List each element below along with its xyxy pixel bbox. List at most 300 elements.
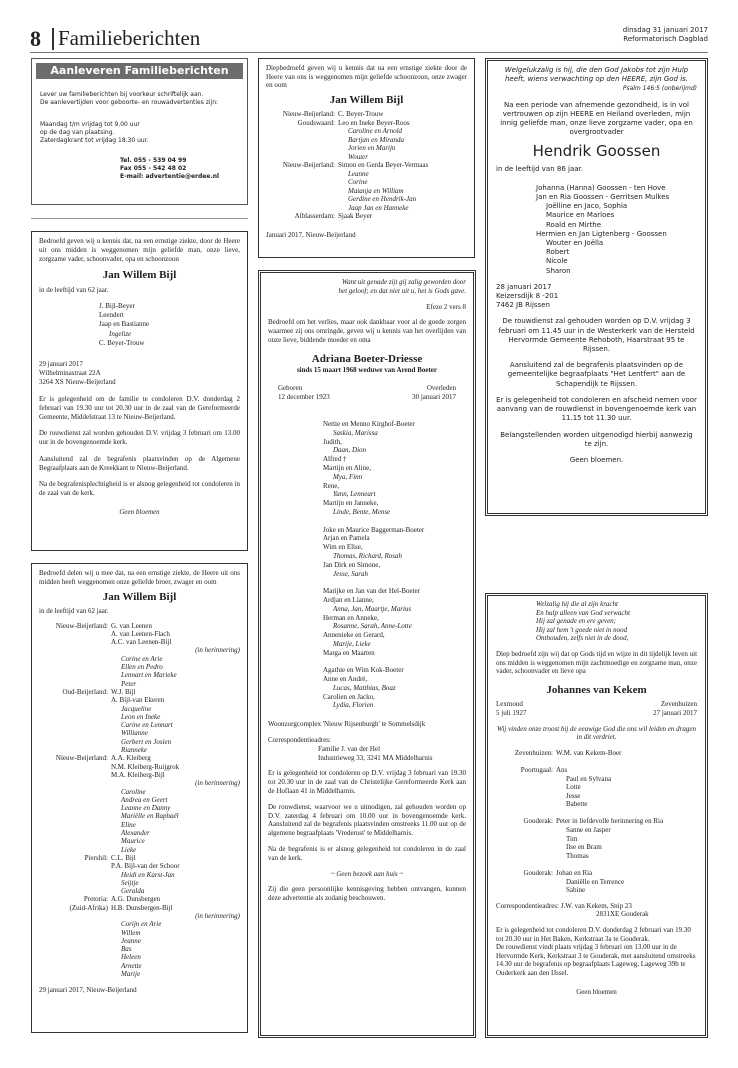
family-member: Gerbert en Josien <box>121 737 172 746</box>
family-place <box>266 144 338 153</box>
ad-adriana-boeter-driesse <box>258 270 476 1038</box>
family-line <box>266 127 467 136</box>
family-member: Jeanne <box>121 936 141 945</box>
family-member: Judith, <box>323 437 342 446</box>
family-member: A.A. Kleiberg <box>111 754 151 763</box>
ad1-burial: Aansluitend zal de begrafenis plaatsvinden op de Algemene Begraafplaats aan de Kreekkant te Nieuw-Beijerland. <box>39 454 240 472</box>
family-member: Marga en Maarten <box>323 648 375 657</box>
ad6-corr: Correspondentieadres: J.W. van Kekem, Snip 23 <box>496 901 632 910</box>
family-member: Lucas, Matthias, Boaz <box>333 683 396 692</box>
family-member: Daan, Dion <box>333 446 367 455</box>
section-title: Familieberichten <box>58 26 201 50</box>
verse-line: Hij zal hem 't goede niet in nood <box>536 625 628 634</box>
ad3-footer: Januari 2017, Nieuw-Beijerland <box>266 230 356 239</box>
family-member: Jesse, Sarah <box>333 569 368 578</box>
family-place <box>266 178 338 187</box>
family-line <box>496 843 697 852</box>
family-line <box>39 929 240 937</box>
family-line <box>266 153 467 162</box>
family-place: Poortugaal: <box>520 765 553 774</box>
family-place <box>496 757 556 766</box>
aanleveren-box <box>31 58 248 205</box>
family-member: Heleen <box>121 953 141 962</box>
family-member: Ardjan en Lianne, <box>323 595 374 604</box>
family-member: Jan en Ria Goossen - Gerritsen Mulkes <box>536 193 670 202</box>
family-line <box>39 771 240 779</box>
family-place <box>39 696 111 704</box>
family-member: Robert <box>546 248 570 257</box>
family-line <box>39 829 240 837</box>
family-place: Goudswaard: <box>297 118 335 127</box>
ad2-footer: 29 januari 2017, Nieuw-Beijerland <box>39 986 137 995</box>
family-member: Corine <box>348 178 368 186</box>
family-line <box>496 826 697 835</box>
family-member: Thomas, Richard, Rosah <box>333 551 402 560</box>
family-member: Alfred † <box>323 455 347 464</box>
ad5-verse-ref: Psalm 146:5 (onberijmd) <box>622 85 697 93</box>
family-member: (in herinnering) <box>195 779 240 788</box>
family-member: Marije, Lieke <box>333 639 371 648</box>
family-member: Nettie en Menno Kirghof-Boeter <box>323 419 415 428</box>
family-place <box>39 862 111 870</box>
ad6-family-list <box>496 749 697 895</box>
family-line <box>266 161 467 170</box>
family-line <box>39 912 240 920</box>
family-place <box>496 792 556 801</box>
family-line <box>39 788 240 796</box>
ad6-closing: Geen bloemen <box>576 987 617 996</box>
ad-hendrik-goossen <box>485 58 708 516</box>
family-place <box>39 929 111 937</box>
ad-jan-willem-bijl-3 <box>258 58 475 258</box>
ad6-condolences: Er is gelegenheid tot condoleren D.V. donderdag 2 februari van 19.30 tot 20.30 uur in Het Baken, Kerkstraat 3a te Gouderak. <box>496 926 691 943</box>
family-member: Wouter <box>348 152 368 161</box>
family-place <box>39 771 111 779</box>
family-member: Lennart en Marieke <box>121 671 177 680</box>
family-member: Tim <box>566 834 578 843</box>
ad2-intro: Bedroefd delen wij u mee dat, na een ernstige ziekte, de Heere uit ons midden heeft weggenomen onze geliefde broer, zwager en oom <box>39 569 240 586</box>
family-member: Sjaak Beyer <box>338 212 373 220</box>
family-member: Geralda <box>121 887 145 896</box>
family-member: Martijn en Aline, <box>323 463 372 472</box>
family-member: P.A. Bijl-van der Schoor <box>111 862 180 871</box>
ad4-died-date: 30 januari 2017 <box>412 393 456 402</box>
family-line <box>39 854 240 862</box>
ad5-age: in de leeftijd van 86 jaar. <box>496 164 583 173</box>
family-place <box>496 775 556 784</box>
ad4-died-label: Overleden <box>426 384 456 393</box>
ad4-born-label: Geboren <box>278 384 303 393</box>
family-member: Heidi en Karst-Jan <box>121 870 175 879</box>
family-place <box>39 763 111 771</box>
family-line <box>496 775 697 784</box>
ad4-after-burial: Na de begrafenis is er alsnog gelegenheid tot condoleren in de zaal van de kerk. <box>268 845 466 862</box>
family-member: Yann, Lenneart <box>333 490 376 499</box>
ad5-intro: Na een periode van afnemende gezondheid, is in vol vertrouwen op zijn HEERE en Heiland overleden, mijn innig geliefde man, onze lieve zorgzame vader, opa en overgrootvader <box>500 100 693 137</box>
family-line <box>39 920 240 928</box>
family-line <box>266 110 467 119</box>
family-place <box>39 912 111 920</box>
family-place <box>496 852 556 861</box>
family-member: Bartjan en Miranda <box>348 135 404 144</box>
family-place: Gouderak: <box>523 817 553 826</box>
aanleveren-intro2: De aanlevertijden voor geboorte- en rouwadvertenties zijn: <box>40 99 219 106</box>
family-line <box>496 757 697 766</box>
ad6-name: Johannes van Kekem <box>546 683 647 696</box>
family-place: (Zuid-Afrika) <box>69 903 108 912</box>
family-line <box>496 792 697 801</box>
family-member: Arnette <box>121 961 142 970</box>
ad1-address-1: Wilhelminastraat 22A <box>39 369 101 378</box>
ad2-age: in de leeftijd van 62 jaar. <box>39 607 109 616</box>
family-line <box>496 860 697 869</box>
family-place <box>39 705 111 713</box>
family-member: Hermien en Jan Ligtenberg - Goossen <box>536 229 667 238</box>
family-line <box>39 763 240 771</box>
family-member: C. Beyer-Trouw <box>338 110 384 118</box>
ad5-verse-1: Welgelukzalig is hij, die den God Jakobs tot zijn Hulp <box>504 66 689 74</box>
family-line <box>39 812 240 820</box>
family-member: Lydia, Florien <box>333 701 374 710</box>
family-place <box>496 860 556 869</box>
ad5-invite: Belangstellenden worden uitgenodigd hierbij aanwezig te zijn. <box>500 430 693 448</box>
family-member: Rene, <box>323 481 340 490</box>
family-member: (in herinnering) <box>195 646 240 655</box>
family-line <box>39 746 240 754</box>
family-member: Matanja en William <box>348 186 404 195</box>
family-place <box>266 153 338 162</box>
family-place <box>39 871 111 879</box>
family-line <box>39 862 240 870</box>
family-place <box>266 170 338 179</box>
family-place <box>39 920 111 928</box>
ad5-burial: Aansluitend zal de begrafenis plaatsvinden op de gemeentelijke begraafplaats "Het Lentfert" aan de Schapendijk te Rijssen. <box>507 361 686 388</box>
ad6-corr-2: 2831XE Gouderak <box>596 910 649 919</box>
family-place <box>39 638 111 646</box>
family-place <box>39 887 111 895</box>
family-member: Jorien en Marijn <box>348 144 396 152</box>
family-member: Nicole <box>546 257 568 266</box>
family-line <box>39 655 240 663</box>
family-line <box>496 766 697 775</box>
aanleveren-email[interactable]: E-mail: advertentie@erdee.nl <box>120 173 220 180</box>
family-place: Nieuw-Beijerland: <box>55 621 108 630</box>
aanleveren-fax: Fax 055 - 542 48 02 <box>120 165 187 172</box>
family-line <box>496 852 697 861</box>
ad4-no-visits: ~ Geen bezoek aan huis ~ <box>330 869 404 878</box>
family-line <box>39 871 240 879</box>
ad1-closing: Geen bloemen <box>119 508 160 517</box>
ad1-family-3: Jaap en Bastianne <box>99 320 150 329</box>
family-line <box>39 779 240 787</box>
family-line <box>39 804 240 812</box>
ad1-service: De rouwdienst zal worden gehouden D.V. vrijdag 3 februari om 13.00 uur in de bovengenoemde kerk. <box>39 429 240 447</box>
family-place <box>39 953 111 961</box>
family-member: W.M. van Kekem-Boer <box>556 748 622 757</box>
family-member: Leanne en Danny <box>121 804 171 813</box>
family-member: Maurice en Marloes <box>546 211 615 220</box>
ad6-died-date: 27 januari 2017 <box>653 708 697 717</box>
family-member: Corine en Arie <box>121 654 163 663</box>
family-member: C.L. Bijl <box>111 853 136 862</box>
ad1-after-burial: Na de begrafenisplechtigheid is er alsnog gelegenheid tot condoleren in de zaal van de kerk. <box>39 480 240 498</box>
family-member: Mya, Finn <box>333 472 363 481</box>
ad-jan-willem-bijl-2 <box>31 563 248 1033</box>
header-divider <box>52 28 54 50</box>
family-member: Saskia, Marissa <box>333 428 378 437</box>
family-place: Zevenhuizen: <box>514 748 553 757</box>
family-member <box>323 517 466 526</box>
family-member <box>323 657 466 666</box>
family-line <box>39 879 240 887</box>
family-member: Carine en Lennart <box>121 721 173 730</box>
family-member: Sharon <box>546 266 571 275</box>
ad6-verse <box>496 600 697 643</box>
family-member: Joëlline en Jaco, Sophia <box>546 202 628 211</box>
family-member: N.M. Kleiberg-Ruijgrok <box>111 762 180 771</box>
family-place <box>39 821 111 829</box>
family-place: Nieuw-Beijerland: <box>55 754 108 763</box>
family-place <box>496 835 556 844</box>
family-line <box>39 754 240 762</box>
family-line <box>266 170 467 179</box>
family-line <box>39 729 240 737</box>
ad4-corr-label: Correspondentieadres: <box>268 736 331 745</box>
family-member: Eline <box>121 820 136 829</box>
family-member: Jacqueline <box>121 704 152 713</box>
family-member: Ellen en Pedro <box>121 663 163 672</box>
family-line <box>266 204 467 213</box>
family-line <box>39 713 240 721</box>
family-member: Gerdine en Hendrik-Jan <box>348 195 417 203</box>
ad4-verse-2: het geloof; en dat niet uit u, het is Gods gave. <box>338 286 466 295</box>
family-place <box>266 127 338 136</box>
ad4-name: Adriana Boeter-Driesse <box>311 352 423 365</box>
family-member: Willianne <box>121 729 148 738</box>
col1-separator <box>31 218 248 219</box>
family-place: Gouderak: <box>523 869 553 878</box>
family-member: Mariëlle en Raphaël <box>121 812 179 821</box>
family-line <box>39 646 240 654</box>
family-member: Alexander <box>121 829 150 838</box>
family-member: Roald en Mirthe <box>546 220 602 229</box>
family-line <box>39 688 240 696</box>
family-member: Simon en Gerda Beyer-Vermaas <box>338 161 429 169</box>
family-place <box>39 663 111 671</box>
ad4-verse-ref: Efeze 2 vers 8 <box>426 302 466 311</box>
family-member: A.C. van Leenen-Bijl <box>111 638 172 647</box>
family-member: Babette <box>566 800 588 809</box>
ad1-name: Jan Willem Bijl <box>102 268 177 281</box>
verse-line: En hulp alleen van God verwacht <box>536 608 630 617</box>
aanleveren-title: Aanleveren Familieberichten <box>36 63 243 79</box>
family-line <box>266 119 467 128</box>
family-line <box>39 821 240 829</box>
family-place <box>39 721 111 729</box>
family-place <box>39 879 111 887</box>
ad2-family-list <box>39 622 240 979</box>
family-member: Caroline en Arnold <box>348 127 403 135</box>
ad6-trust: Wij vinden onze troost bij de eeuwige God die ons wil leiden en dragen in dit verdriet. <box>496 724 696 742</box>
family-member: Herman en Anneke, <box>323 613 379 622</box>
family-place <box>39 788 111 796</box>
family-member: Andrea en Geert <box>121 795 168 804</box>
family-member: M.A. Kleiberg-Bijl <box>111 770 165 779</box>
family-member: Ilse en Bram <box>566 843 602 852</box>
family-place <box>39 729 111 737</box>
ad4-condolences: Er is gelegenheid tot condoleren op D.V. vrijdag 3 februari van 19.30 tot 20.30 uur in de zaal van de Christelijke Gereformeerde Kerk aan de Hoflaan 41 in Middelharnis. <box>268 769 466 796</box>
ad4-place: Woonzorgcomplex 'Nieuw Rijsenburgh' te Sommelsdijk <box>268 720 426 729</box>
family-line <box>39 638 240 646</box>
ad5-name: Hendrik Goossen <box>532 142 661 161</box>
ad3-intro: Diepbedroefd geven wij u kennis dat na een ernstige ziekte door de Heere van ons is weggenomen mijn geliefde schoonzoon, onze zwager en oom <box>266 64 467 89</box>
issue-date: dinsdag 31 januari 2017 <box>622 26 708 34</box>
family-place <box>39 796 111 804</box>
family-place <box>496 886 556 895</box>
family-place <box>39 655 111 663</box>
family-place <box>39 812 111 820</box>
aanleveren-intro1: Lever uw familieberichten bij voorkeur schriftelijk aan. <box>40 91 204 98</box>
ad5-address-1: Keizersdijk 8 -201 <box>496 292 559 301</box>
family-member: Thomas <box>566 851 589 860</box>
family-line <box>39 837 240 845</box>
family-member: Sabine <box>566 886 586 895</box>
family-line <box>496 869 697 878</box>
ad1-condolences: Er is gelegenheid om de familie te condoleren D.V. donderdag 2 februari van 19.30 uur tot 20.30 uur in de zaal van de Gereformeerde Gemeente, Middelstraat 13 te Nieuw-Beijerland. <box>39 394 240 422</box>
ad1-family-1: J. Bijl-Beyer <box>99 302 135 311</box>
family-place: Nieuw-Beijerland: <box>282 110 335 118</box>
family-place: Piershil: <box>84 853 108 862</box>
family-member: A.G. Dunsbergen <box>111 895 161 904</box>
verse-line: Welzalig hij die al zijn kracht <box>536 600 618 608</box>
family-member: Jan Dirk en Simone, <box>323 560 381 569</box>
ad4-intro: Bedroefd om het verlies, maar ook dankbaar voor al de goede zorgen waarmee zij ons omringde, geven wij u kennis van het overlijden van onze lieve, biddende moeder en oma <box>268 318 466 344</box>
ad5-service: De rouwdienst zal gehouden worden op D.V. vrijdag 3 februari om 11.45 uur in de Westerkerk van de Hersteld Hervormde Gemeente Rehoboth, Haarstraat 95 te Rijssen. <box>498 317 695 354</box>
ad1-intro: Bedroefd geven wij u kennis dat, na een ernstige ziekte, door de Heere uit ons midden is weggenomen mijn geliefde man, onze lieve, zorgzame vader, schoonvader, opa en schoonzoon <box>39 237 240 264</box>
family-member: Corijn en Arie <box>121 920 162 929</box>
family-member: Leon en Ineke <box>121 712 161 721</box>
family-line <box>39 663 240 671</box>
family-member: Anne en André, <box>323 675 368 684</box>
family-member: Martijn en Janneke, <box>323 499 379 508</box>
verse-line: Onthouden, zelfs niet in de dood, <box>536 634 629 643</box>
aanleveren-hours3: Zaterdagkrant tot vrijdag 18.30 uur. <box>40 137 149 144</box>
family-member: Johan en Ria <box>556 869 593 878</box>
family-place <box>39 837 111 845</box>
family-member: Jaap Jan en Hanneke <box>348 203 409 212</box>
family-place <box>39 738 111 746</box>
family-member: G. van Leenen <box>111 621 153 630</box>
family-member: Rosanne, Sarah, Anne-Lotte <box>333 622 412 631</box>
ad6-intro: Diep bedroefd zijn wij dat op Gods tijd en wijze in dit tijdelijk leven uit ons midden is weggenomen mijn zachtmoedige en zorgzame man, onze vader, schoonvader en lieve opa <box>496 649 698 676</box>
family-place <box>266 195 338 204</box>
header-rule <box>30 52 708 53</box>
family-member: Jesse <box>566 791 581 800</box>
ad4-subtitle: sinds 15 maart 1968 weduwe van Arend Boeter <box>296 365 438 374</box>
ad4-corr-2: Industrieweg 33, 3241 MA Middelharnis <box>318 753 433 762</box>
ad3-name: Jan Willem Bijl <box>329 93 404 106</box>
family-place: Alblasserdam: <box>294 212 335 220</box>
family-place <box>39 646 111 654</box>
aanleveren-tel: Tel. 055 - 539 04 99 <box>120 157 187 164</box>
family-member: Lieke <box>121 845 137 854</box>
family-member: A. van Leenen-Flach <box>111 629 170 638</box>
family-member: Bas <box>121 945 132 954</box>
family-member: Marijke en Jan van der Hel-Boeter <box>323 587 420 596</box>
family-line <box>39 962 240 970</box>
family-line <box>39 904 240 912</box>
header-date <box>623 26 708 44</box>
family-place <box>266 136 338 145</box>
family-line <box>39 945 240 953</box>
family-place <box>496 809 556 818</box>
family-member: Caroline <box>121 787 146 796</box>
family-line <box>496 809 697 818</box>
family-line <box>39 887 240 895</box>
verse-line: Hij zal genade en ere geven; <box>536 617 617 626</box>
family-line <box>39 895 240 903</box>
ad2-name: Jan Willem Bijl <box>102 591 177 603</box>
family-place <box>39 937 111 945</box>
family-member: Daniëlle en Terrence <box>566 877 625 886</box>
family-line <box>266 178 467 187</box>
family-line <box>496 783 697 792</box>
ad1-family-4: Ingelize <box>109 329 132 338</box>
family-line <box>496 886 697 895</box>
family-place <box>39 671 111 679</box>
family-place <box>496 800 556 809</box>
family-member: Lotte <box>566 783 581 792</box>
family-member <box>556 809 697 818</box>
ad4-service: De rouwdienst, waarvoor we u uitnodigen, zal gehouden worden op D.V. zaterdag 4 februari om 10.00 uur in bovengenoemde kerk. Aansluitend zal de begrafenis plaatsvinden omstreeks 11.00 uur op de algemene begraafplaats 'Vrederust' te Middelharnis. <box>268 802 466 838</box>
family-member: Seijtje <box>121 878 139 887</box>
family-line <box>39 705 240 713</box>
family-place <box>39 680 111 688</box>
family-member: W.J. Bijl <box>111 687 136 696</box>
ad4-notice: Zij die geen persoonlijke kennisgeving hebben ontvangen, kunnen deze advertentie als zodanig beschouwen. <box>268 885 466 903</box>
family-member: Peter in liefdevolle herinnering en Ria <box>556 817 664 826</box>
ad5-address-2: 7462 JB Rijssen <box>496 301 550 310</box>
family-line <box>266 195 467 204</box>
family-line <box>266 212 467 221</box>
family-member: Leanne <box>348 169 369 178</box>
family-place <box>39 962 111 970</box>
family-line <box>39 721 240 729</box>
ad5-family-list <box>496 184 697 276</box>
ad-jan-willem-bijl-1 <box>31 231 248 551</box>
family-place <box>266 187 338 196</box>
ad4-corr-1: Familie J. van der Hel <box>318 744 381 753</box>
family-place <box>39 779 111 787</box>
family-line <box>496 749 697 758</box>
ad1-age: in de leeftijd van 62 jaar. <box>39 285 109 294</box>
family-member: (in herinnering) <box>195 911 240 920</box>
ad4-born-date: 12 december 1923 <box>278 393 330 402</box>
family-place <box>496 878 556 887</box>
family-line <box>39 846 240 854</box>
ad5-closing: Geen bloemen. <box>569 455 624 464</box>
family-line <box>39 622 240 630</box>
ad5-verse-2: heeft, wiens verwachting op den HEERE, zijn God is. <box>504 75 689 84</box>
family-line <box>39 796 240 804</box>
family-member: Leo en Ineke Beyer-Roos <box>338 118 410 127</box>
ad4-family-list <box>268 420 466 710</box>
family-place: Pretoria: <box>83 895 108 904</box>
family-line <box>39 696 240 704</box>
family-member: Annenieke en Gerard, <box>323 631 385 640</box>
family-member <box>556 757 697 766</box>
family-line <box>39 953 240 961</box>
